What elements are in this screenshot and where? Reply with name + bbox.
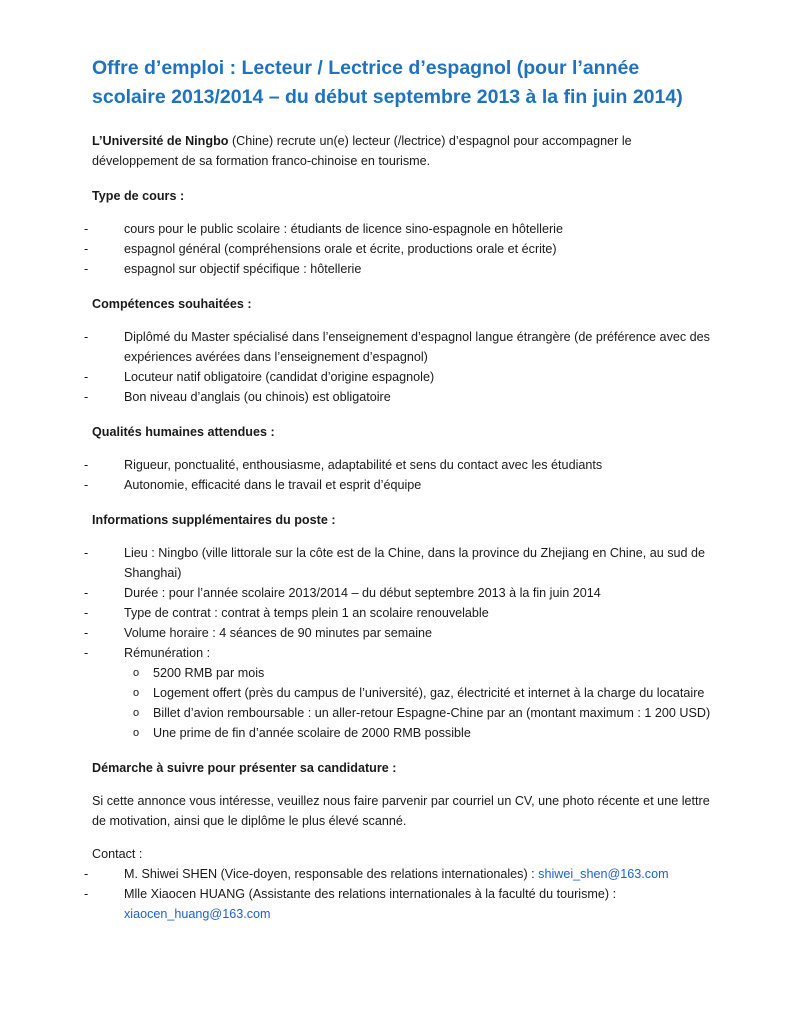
dash-bullet: - (84, 646, 89, 660)
sub-list-item-text: Billet d’avion remboursable : un aller-retour Espagne-Chine par an (montant maximum : 1 200 USD) (153, 706, 711, 720)
sub-list-item (92, 663, 712, 683)
contact-list (84, 864, 712, 924)
contact-person: Mlle Xiaocen HUANG (Assistante des relations internationales à la faculté du tourisme) : (124, 887, 617, 901)
circle-bullet: o (133, 727, 140, 739)
sub-list-item-text: 5200 RMB par mois (153, 666, 265, 680)
sub-list-item-text: Logement offert (près du campus de l’université), gaz, électricité et internet à la charge du locataire (153, 686, 705, 700)
circle-bullet: o (133, 667, 140, 679)
section-heading-demarche: Démarche à suivre pour présenter sa candidature : (92, 761, 397, 775)
dash-bullet: - (84, 626, 89, 640)
dash-bullet: - (84, 458, 89, 472)
list-item (84, 623, 712, 643)
list-item (84, 643, 712, 663)
list-item-text: espagnol sur objectif spécifique : hôtellerie (124, 262, 362, 276)
list-item-text: Durée : pour l’année scolaire 2013/2014 – du début septembre 2013 à la fin juin 2014 (124, 586, 601, 600)
list-item (84, 367, 712, 387)
list-item-text: cours pour le public scolaire : étudiants de licence sino-espagnole en hôtellerie (124, 222, 563, 236)
contact-item (84, 884, 712, 924)
dash-bullet: - (84, 390, 89, 404)
page-title: Offre d’emploi : Lecteur / Lectrice d’espagnol (pour l’année scolaire 2013/2014 – du début septembre 2013 à la fin juin 2014) (92, 57, 683, 108)
sub-list-item-text: Une prime de fin d’année scolaire de 2000 RMB possible (153, 726, 471, 740)
dash-bullet: - (84, 586, 89, 600)
email-link[interactable]: shiwei_shen@163.com (538, 867, 669, 881)
list-item (84, 475, 712, 495)
dash-bullet: - (84, 242, 89, 256)
type-cours-list (84, 219, 712, 279)
list-item-text: Diplômé du Master spécialisé dans l’enseignement d’espagnol langue étrangère (de préférence avec des expériences avérées dans l’enseignement d’espagnol) (124, 330, 710, 364)
list-item-text: Autonomie, efficacité dans le travail et esprit d’équipe (124, 478, 422, 492)
list-item-text: Lieu : Ningbo (ville littorale sur la côte est de la Chine, dans la province du Zhejiang en Chine, au sud de Shanghai) (124, 546, 706, 580)
sub-list-item (92, 723, 712, 743)
list-item-text: Rigueur, ponctualité, enthousiasme, adaptabilité et sens du contact avec les étudiants (124, 458, 603, 472)
contact-item (84, 864, 712, 884)
demarche-paragraph: Si cette annonce vous intéresse, veuillez nous faire parvenir par courriel un CV, une photo récente et une lettre de motivation, ainsi que le diplôme le plus élevé scanné. (92, 794, 710, 828)
list-item-text: Rémunération : (124, 646, 211, 660)
list-item (84, 239, 712, 259)
list-item-text: Locuteur natif obligatoire (candidat d’origine espagnole) (124, 370, 435, 384)
contact-label: Contact : (92, 847, 143, 861)
section-heading-competences: Compétences souhaitées : (92, 297, 252, 311)
dash-bullet: - (84, 262, 89, 276)
dash-bullet: - (84, 370, 89, 384)
circle-bullet: o (133, 687, 140, 699)
list-item (84, 327, 712, 367)
qualites-list (84, 455, 712, 495)
dash-bullet: - (84, 478, 89, 492)
dash-bullet: - (84, 330, 89, 344)
sub-list-item (92, 703, 712, 723)
list-item (84, 259, 712, 279)
list-item-text: Volume horaire : 4 séances de 90 minutes par semaine (124, 626, 433, 640)
section-heading-qualites: Qualités humaines attendues : (92, 425, 275, 439)
list-item (84, 583, 712, 603)
intro-paragraph (92, 131, 712, 171)
sub-list-item (92, 683, 712, 703)
email-link[interactable]: xiaocen_huang@163.com (124, 907, 271, 921)
infos-list (84, 543, 712, 663)
dash-bullet: - (84, 887, 89, 901)
document-page (84, 54, 712, 924)
dash-bullet: - (84, 867, 89, 881)
competences-list (84, 327, 712, 407)
list-item-text: Type de contrat : contrat à temps plein 1 an scolaire renouvelable (124, 606, 489, 620)
list-item (84, 219, 712, 239)
remuneration-list (92, 663, 712, 743)
list-item-text: Bon niveau d’anglais (ou chinois) est obligatoire (124, 390, 391, 404)
section-heading-type-cours: Type de cours : (92, 189, 185, 203)
contact-person: M. Shiwei SHEN (Vice-doyen, responsable des relations internationales) : (124, 867, 539, 881)
list-item-text: espagnol général (compréhensions orale et écrite, productions orale et écrite) (124, 242, 557, 256)
intro-text: (Chine) recrute un(e) lecteur (/lectrice) d’espagnol pour accompagner le développement de sa formation franco-chinoise en tourisme. (92, 134, 632, 168)
dash-bullet: - (84, 222, 89, 236)
circle-bullet: o (133, 707, 140, 719)
list-item (84, 543, 712, 583)
list-item (84, 387, 712, 407)
university-name: L’Université de Ningbo (92, 134, 229, 148)
list-item (84, 603, 712, 623)
section-heading-infos: Informations supplémentaires du poste : (92, 513, 336, 527)
dash-bullet: - (84, 546, 89, 560)
list-item (84, 455, 712, 475)
dash-bullet: - (84, 606, 89, 620)
